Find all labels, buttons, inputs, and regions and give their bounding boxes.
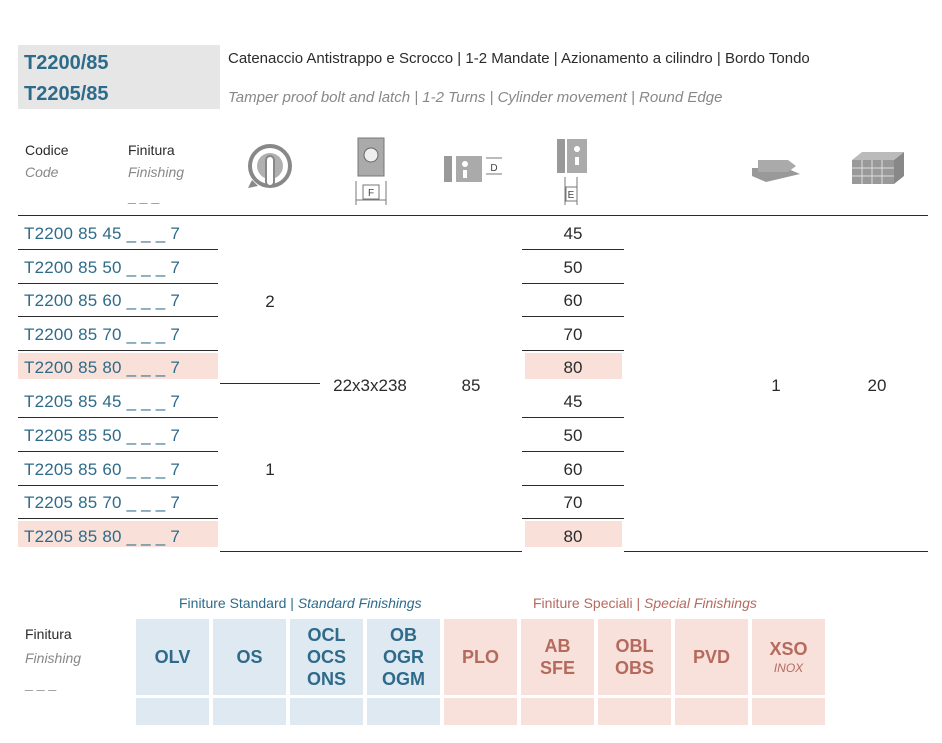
row-e-value: 50 bbox=[563, 258, 583, 277]
row-rule bbox=[18, 417, 218, 418]
finish-std-blank-cell bbox=[213, 698, 286, 725]
row-e-value: 80 bbox=[563, 358, 583, 377]
finish-spc-cell bbox=[521, 619, 594, 695]
box-value: 20 bbox=[867, 376, 887, 395]
faceplate-value: 22x3x238 bbox=[333, 376, 407, 395]
finish-code: SFE bbox=[539, 658, 575, 678]
finish-std-cell bbox=[367, 619, 440, 695]
row-rule-e bbox=[522, 451, 624, 452]
finish-spc-blank-cell bbox=[598, 698, 671, 725]
finish-code: OGM bbox=[382, 669, 425, 689]
finish-code: OS bbox=[236, 647, 263, 667]
col-finish-it: Finitura bbox=[128, 142, 175, 158]
finish-std-cell bbox=[136, 619, 209, 695]
row-rule-e bbox=[522, 350, 624, 351]
standard-it: Finiture Standard bbox=[179, 595, 287, 611]
turns-value-top: 2 bbox=[265, 292, 275, 311]
row-e-value: 70 bbox=[563, 493, 583, 512]
row-rule-e bbox=[522, 518, 624, 519]
row-e-value: 80 bbox=[563, 527, 583, 546]
finish-code: OCL bbox=[307, 625, 346, 645]
finish-spc-cell bbox=[444, 619, 517, 695]
row-e-value: 45 bbox=[563, 224, 583, 243]
finish-std-cell bbox=[213, 619, 286, 695]
finish-std-blank-cell bbox=[290, 698, 363, 725]
row-rule bbox=[18, 485, 218, 486]
finish-spc-blank-cell bbox=[521, 698, 594, 725]
finish-code: PLO bbox=[461, 647, 499, 667]
finish-std-cell bbox=[290, 619, 363, 695]
finish-code: XSO bbox=[769, 639, 808, 659]
row-e-value: 45 bbox=[563, 392, 583, 411]
finish-code: OBS bbox=[614, 658, 654, 678]
finishings-special-heading bbox=[533, 595, 757, 611]
table-row-code: T2200 85 60 _ _ _ 7 bbox=[24, 291, 180, 310]
table-row-code: T2205 85 45 _ _ _ 7 bbox=[24, 392, 180, 411]
distance-value: 85 bbox=[461, 376, 481, 395]
box-icon bbox=[850, 150, 906, 186]
row-rule-e bbox=[522, 283, 624, 284]
row-rule bbox=[18, 451, 218, 452]
distance-icon bbox=[442, 152, 504, 188]
col-code-it: Codice bbox=[25, 142, 69, 158]
finish-spc-cell bbox=[598, 619, 671, 695]
col-finish-blank: _ _ _ bbox=[128, 188, 160, 204]
finish-spc-cell bbox=[752, 619, 825, 695]
header-title-en: Tamper proof bolt and latch | 1-2 Turns | Cylinder movement | Round Edge bbox=[228, 89, 723, 106]
row-rule bbox=[18, 350, 218, 351]
finish-code: OCS bbox=[306, 647, 346, 667]
special-it: Finiture Speciali bbox=[533, 595, 633, 611]
finish-code: OGR bbox=[382, 647, 424, 667]
standard-sep: | bbox=[290, 595, 294, 611]
row-e-value: 60 bbox=[563, 291, 583, 310]
finish-spc-blank-cell bbox=[752, 698, 825, 725]
pack-icon bbox=[750, 154, 802, 184]
table-row-code: T2205 85 70 _ _ _ 7 bbox=[24, 493, 180, 512]
turns-value-bottom: 1 bbox=[265, 460, 275, 479]
row-e-value: 50 bbox=[563, 426, 583, 445]
table-bottom-rule bbox=[624, 551, 928, 552]
special-en: Special Finishings bbox=[644, 595, 757, 611]
table-row-code: T2200 85 80 _ _ _ 7 bbox=[24, 358, 180, 377]
finish-spc-cell bbox=[675, 619, 748, 695]
table-top-rule bbox=[18, 215, 928, 216]
row-rule-e bbox=[522, 249, 624, 250]
header-code-1: T2200/85 bbox=[24, 52, 109, 74]
row-rule bbox=[18, 283, 218, 284]
finish-spc-blank-cell bbox=[675, 698, 748, 725]
row-rule-e bbox=[522, 316, 624, 317]
backset-label: E bbox=[567, 190, 575, 201]
table-bottom-rule bbox=[220, 551, 522, 552]
table-row-code: T2200 85 45 _ _ _ 7 bbox=[24, 224, 180, 243]
turns-icon bbox=[244, 142, 296, 198]
finish-code: AB bbox=[544, 636, 571, 656]
special-sep: | bbox=[636, 595, 641, 611]
finish-code: ONS bbox=[306, 669, 346, 689]
row-rule bbox=[18, 249, 218, 250]
finish-spc-blank-cell bbox=[444, 698, 517, 725]
row-rule bbox=[18, 316, 218, 317]
finish-code: PVD bbox=[692, 647, 730, 667]
finish-std-blank-cell bbox=[136, 698, 209, 725]
finishing-label-it: Finitura bbox=[25, 626, 72, 642]
row-rule-e bbox=[522, 417, 624, 418]
row-rule bbox=[18, 518, 218, 519]
finishing-label-blank: _ _ _ bbox=[25, 675, 57, 691]
finishing-label-en: Finishing bbox=[25, 650, 82, 666]
table-row-code: T2200 85 70 _ _ _ 7 bbox=[24, 325, 180, 344]
header-title-it: Catenaccio Antistrappo e Scrocco | 1-2 Mandate | Azionamento a cilindro | Bordo Tondo bbox=[228, 50, 810, 67]
col-code-en: Code bbox=[25, 164, 59, 180]
finishings-standard-heading bbox=[179, 595, 422, 611]
finish-std-blank-cell bbox=[367, 698, 440, 725]
pack-value: 1 bbox=[771, 376, 781, 395]
table-row-code: T2205 85 80 _ _ _ 7 bbox=[24, 527, 180, 546]
col-finish-en: Finishing bbox=[128, 164, 185, 180]
faceplate-icon bbox=[350, 135, 392, 207]
backset-icon bbox=[555, 135, 591, 207]
finish-code: OLV bbox=[154, 647, 191, 667]
finish-code: OBL bbox=[615, 636, 654, 656]
table-row-code: T2205 85 60 _ _ _ 7 bbox=[24, 460, 180, 479]
standard-en: Standard Finishings bbox=[297, 595, 422, 611]
faceplate-label: F bbox=[367, 188, 375, 199]
row-rule-e bbox=[522, 485, 624, 486]
header-code-2: T2205/85 bbox=[24, 83, 109, 105]
row-e-value: 70 bbox=[563, 325, 583, 344]
table-row-code: T2200 85 50 _ _ _ 7 bbox=[24, 258, 180, 277]
turns-divider bbox=[220, 383, 320, 384]
distance-label: D bbox=[490, 163, 498, 174]
table-row-code: T2205 85 50 _ _ _ 7 bbox=[24, 426, 180, 445]
row-e-value: 60 bbox=[563, 460, 583, 479]
finish-code: OB bbox=[390, 625, 417, 645]
finish-sub: INOX bbox=[773, 661, 804, 675]
